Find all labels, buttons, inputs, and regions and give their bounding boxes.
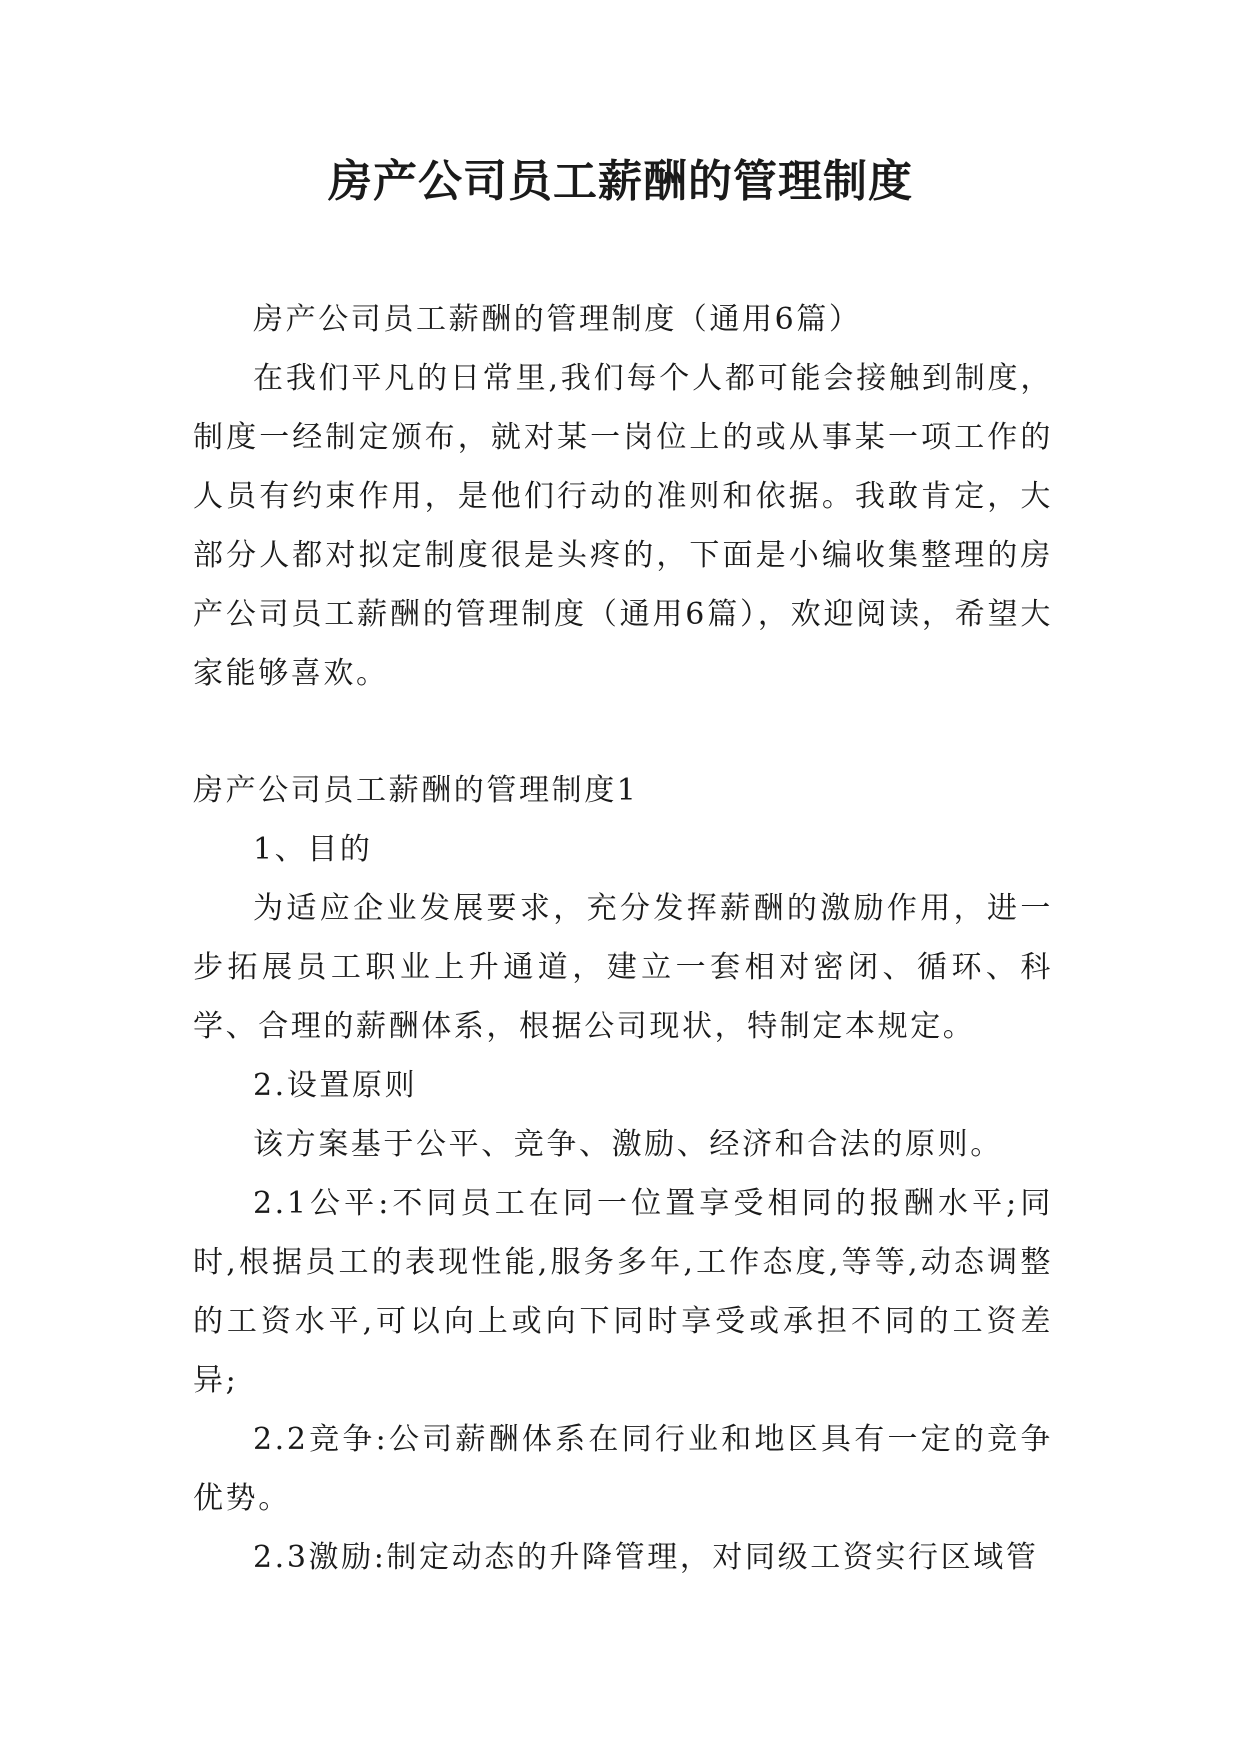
competition-paragraph: 2.2竞争:公司薪酬体系在同行业和地区具有一定的竞争优势。 bbox=[193, 1422, 1053, 1516]
section-heading: 房产公司员工薪酬的管理制度1 bbox=[193, 773, 639, 808]
document-body bbox=[193, 290, 1053, 1587]
paragraph-gap bbox=[193, 703, 1053, 761]
principles-paragraph: 该方案基于公平、竞争、激励、经济和合法的原则。 bbox=[253, 1127, 1003, 1162]
incentive-paragraph: 2.3激励:制定动态的升降管理，对同级工资实行区域管 bbox=[253, 1540, 1039, 1575]
subtitle-paragraph: 房产公司员工薪酬的管理制度（通用6篇） bbox=[253, 302, 862, 337]
item-heading-purpose: 1、目的 bbox=[253, 832, 373, 867]
item-heading-principles: 2.设置原则 bbox=[253, 1068, 418, 1103]
document-title: 房产公司员工薪酬的管理制度 bbox=[328, 156, 913, 207]
purpose-paragraph: 为适应企业发展要求，充分发挥薪酬的激励作用，进一步拓展员工职业上升通道，建立一套相对密闭、循环、科学、合理的薪酬体系，根据公司现状，特制定本规定。 bbox=[193, 891, 1053, 1044]
intro-paragraph: 在我们平凡的日常里,我们每个人都可能会接触到制度，制度一经制定颁布，就对某一岗位上的或从事某一项工作的人员有约束作用，是他们行动的准则和依据。我敢肯定，大部分人都对拟定制度很是头疼的，下面是小编收集整理的房产公司员工薪酬的管理制度（通用6篇），欢迎阅读，希望大家能够喜欢。 bbox=[193, 361, 1053, 691]
fairness-paragraph: 2.1公平:不同员工在同一位置享受相同的报酬水平;同时,根据员工的表现性能,服务多年,工作态度,等等,动态调整的工资水平,可以向上或向下同时享受或承担不同的工资差异; bbox=[193, 1186, 1053, 1398]
